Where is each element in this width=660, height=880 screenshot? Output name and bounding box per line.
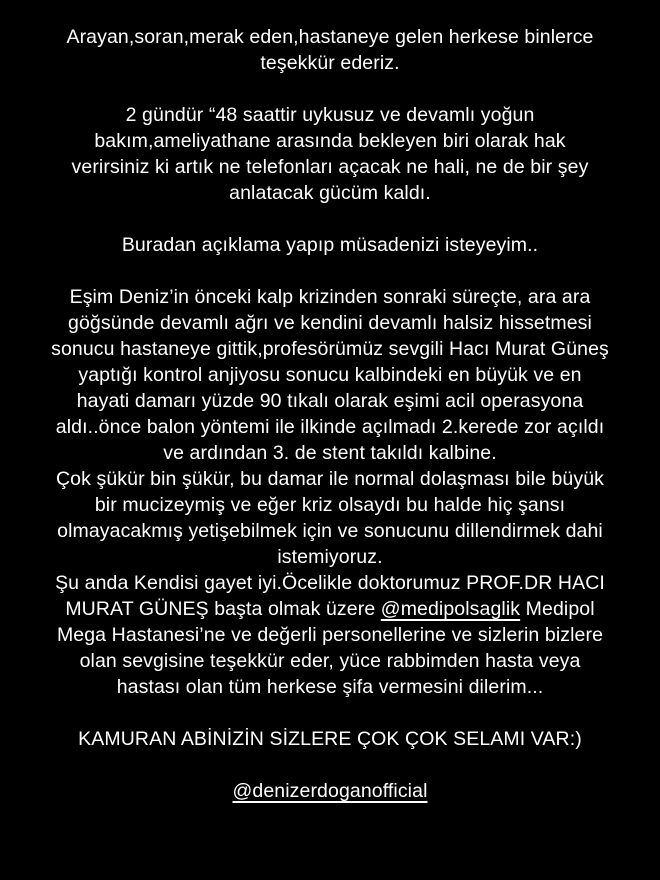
text-line: bakım,ameliyathane arasında bekleyen biri olarak hak (94, 130, 566, 152)
text-line: bir mucizeymiş ve eğer kriz olsaydı bu halde hiç şansı (94, 494, 566, 516)
signature-mention-link[interactable]: @denizerdoganofficial (232, 780, 428, 802)
thanks-paragraph (0, 24, 660, 76)
text-line: Şu anda Kendisi gayet iyi.Öcelikle doktorumuz PROF.DR HACI (55, 572, 605, 594)
text-line: ve ardından 3. de stent takıldı kalbine. (163, 442, 497, 464)
story-text (0, 24, 660, 830)
text-line: aldı..önce balon yöntemi ile ilkinde açılmadı 2.kerede zor açıldı (55, 416, 605, 438)
medipol-mention-link[interactable]: @medipolsaglik (380, 598, 521, 620)
text-line: Çok şükür bin şükür, bu damar ile normal dolaşması bile büyük (55, 468, 605, 490)
text-fragment: MURAT GÜNEŞ başta olmak üzere (65, 598, 381, 620)
text-line: 2 gündür “48 saattir uykusuz ve devamlı yoğun (125, 104, 535, 126)
text-line: hayati damarı yüzde 90 tıkalı olarak eşimi acil operasyona (76, 390, 584, 412)
text-line: anlatacak gücüm kaldı. (229, 182, 431, 204)
text-line: hastası olan tüm herkese şifa vermesini dilerim... (116, 676, 544, 698)
greeting-paragraph (0, 726, 660, 752)
text-line: istemiyoruz. (277, 546, 383, 568)
signature-paragraph (0, 778, 660, 804)
exhaustion-paragraph (0, 102, 660, 206)
text-line: olmayacakmış yetişebilmek için ve sonucunu dillendirmek dahi (57, 520, 603, 542)
text-line: yaptığı kontrol anjiyosu sonucu kalbindeki en büyük ve en (78, 364, 582, 386)
text-line: teşekkür ederiz. (260, 52, 400, 74)
mention-line (0, 596, 660, 622)
text-line: sonucu hastaneye gittik,profesörümüz sevgili Hacı Murat Güneş (51, 338, 609, 360)
greeting-line: KAMURAN ABİNİZİN SİZLERE ÇOK ÇOK SELAMI VAR:) (78, 728, 582, 750)
text-line: Eşim Deniz’in önceki kalp krizinden sonraki süreçte, ara ara (69, 286, 591, 308)
details-paragraph (0, 284, 660, 700)
text-fragment: Medipol (520, 598, 595, 620)
text-line: Buradan açıklama yapıp müsadenizi isteyeyim.. (121, 234, 539, 256)
statement-paragraph (0, 232, 660, 258)
text-line: olan sevgisine teşekkür eder, yüce rabbimden hasta veya (79, 650, 581, 672)
text-line: Mega Hastanesi’ne ve değerli personellerine ve sizlerin bizlere (56, 624, 604, 646)
text-line: Arayan,soran,merak eden,hastaneye gelen herkese binlerce (66, 26, 594, 48)
text-line: verirsiniz ki artık ne telefonları açacak ne hali, ne de bir şey (71, 156, 589, 178)
text-line: göğsünde devamlı ağrı ve kendini devamlı halsiz hissetmesi (68, 312, 592, 334)
